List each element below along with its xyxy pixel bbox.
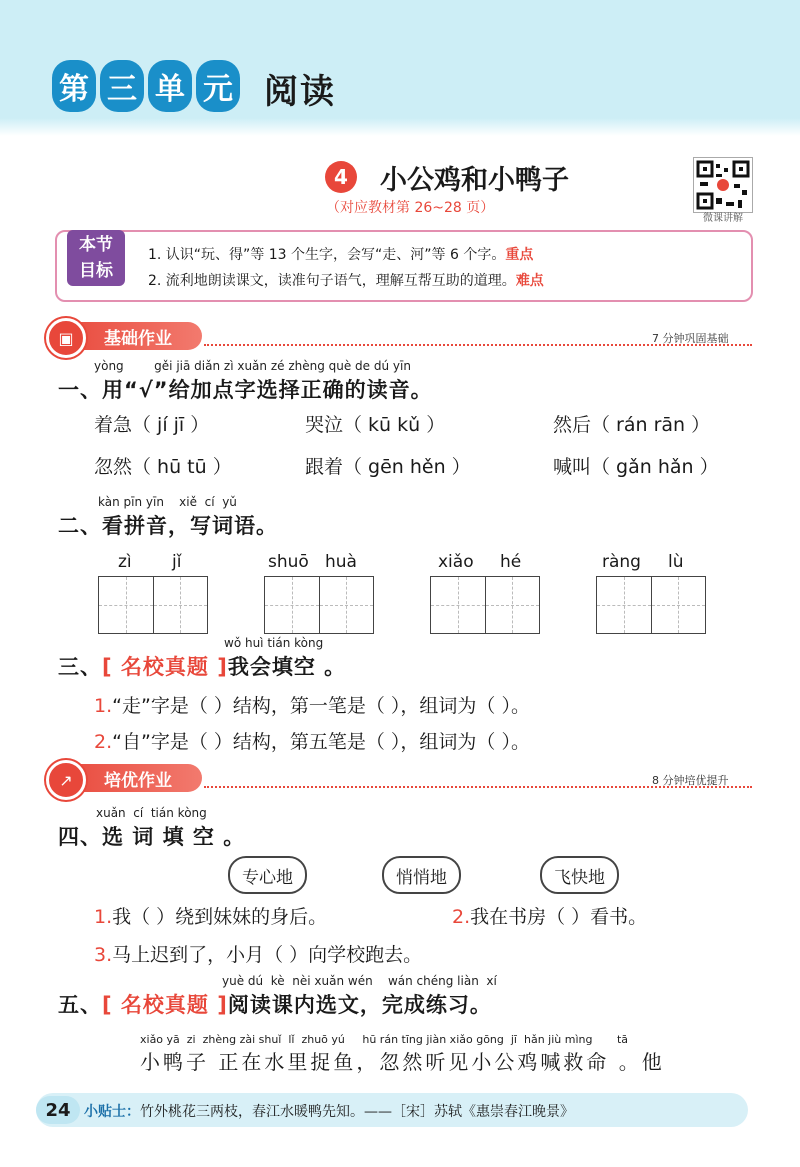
q1-item: 然后（ rán rān ） bbox=[553, 414, 711, 436]
q4-item bbox=[452, 902, 647, 929]
objectives-tag bbox=[67, 230, 125, 286]
item-number: 2. bbox=[452, 906, 471, 928]
grid-pinyin: zì bbox=[118, 552, 132, 572]
q4-pinyin: xuǎn cí tián kòng bbox=[96, 806, 207, 820]
item-number: 3. bbox=[94, 944, 113, 966]
page-number: 24 bbox=[36, 1096, 80, 1124]
tip-label: 小贴士： bbox=[84, 1104, 140, 1120]
grid-pinyin: shuō bbox=[268, 552, 309, 572]
q1-item: 着急（ jí jī ） bbox=[94, 414, 210, 436]
q2-title: 二、看拼音，写词语。 bbox=[58, 514, 278, 538]
word-option[interactable]: 飞快地 bbox=[540, 856, 619, 894]
word-option[interactable]: 悄悄地 bbox=[382, 856, 461, 894]
item-text: 我（ ）绕到妹妹的身后。 bbox=[112, 906, 328, 928]
grid-pinyin: lù bbox=[668, 552, 684, 572]
objective-key-label: 重点 bbox=[505, 247, 534, 263]
q2-pinyin: kàn pīn yīn xiě cí yǔ bbox=[98, 495, 237, 509]
q3-item bbox=[94, 727, 530, 754]
lesson-number-badge: 4 bbox=[325, 161, 357, 193]
grid-pinyin: xiǎo bbox=[438, 552, 474, 572]
footer-tip bbox=[84, 1101, 574, 1121]
q1-title: 一、用“√”给加点字选择正确的读音。 bbox=[58, 378, 433, 402]
objective-text: 1. 认识“玩、得”等 13 个生字，会写“走、河”等 6 个字。 bbox=[148, 247, 506, 263]
passage-text: 小鸭子 正在水里捉鱼，忽然听见小公鸡喊救命 。他 bbox=[140, 1050, 665, 1074]
chart-up-icon: ↗ bbox=[46, 760, 86, 800]
lesson-textbook-pages: （对应教材第 26~28 页） bbox=[326, 200, 495, 216]
q1-item: 忽然（ hū tū ） bbox=[94, 456, 232, 478]
grid-pinyin: hé bbox=[500, 552, 522, 572]
writing-grid[interactable] bbox=[430, 576, 540, 634]
banner-fade bbox=[0, 118, 800, 136]
unit-char: 三 bbox=[100, 60, 144, 112]
writing-grid[interactable] bbox=[264, 576, 374, 634]
item-text: 我在书房（ ）看书。 bbox=[470, 906, 648, 928]
grid-pinyin: huà bbox=[325, 552, 357, 572]
unit-topic: 阅读 bbox=[264, 72, 336, 112]
unit-char: 单 bbox=[148, 60, 192, 112]
writing-grid[interactable] bbox=[596, 576, 706, 634]
section-advanced-title: 培优作业 bbox=[104, 770, 172, 791]
famous-school-tag: [ 名校真题 ] bbox=[102, 993, 228, 1017]
q3-prefix: 三、 bbox=[58, 655, 102, 679]
q4-title: 四、选 词 填 空 。 bbox=[58, 825, 246, 849]
q4-item bbox=[94, 902, 327, 929]
q3-pinyin: wǒ huì tián kòng bbox=[224, 636, 324, 650]
writing-grid[interactable] bbox=[98, 576, 208, 634]
section-advanced-time: 8 分钟培优提升 bbox=[652, 774, 729, 787]
q1-item: 喊叫（ gǎn hǎn ） bbox=[553, 456, 719, 478]
objectives-box bbox=[55, 230, 753, 302]
objective-text: 2. 流利地朗读课文，读准句子语气，理解互帮互助的道理。 bbox=[148, 273, 516, 289]
q4-item bbox=[94, 940, 422, 967]
q5-title-line bbox=[58, 989, 492, 1019]
cube-icon: ▣ bbox=[46, 318, 86, 358]
section-basic-title: 基础作业 bbox=[104, 328, 172, 349]
q1-item: 哭泣（ kū kǔ ） bbox=[305, 414, 446, 436]
objective-key-label: 难点 bbox=[515, 273, 544, 289]
famous-school-tag: [ 名校真题 ] bbox=[102, 655, 228, 679]
unit-title bbox=[52, 60, 240, 112]
grid-pinyin: ràng bbox=[602, 552, 641, 572]
item-text: 马上迟到了，小月（ ）向学校跑去。 bbox=[112, 944, 423, 966]
qr-code-icon[interactable] bbox=[693, 157, 753, 213]
item-text: “走”字是（ ）结构，第一笔是（ ），组词为（ ）。 bbox=[112, 695, 530, 717]
objectives-tag-line: 目标 bbox=[79, 261, 113, 281]
objectives-tag-line: 本节 bbox=[79, 235, 113, 255]
qr-code-label: 微课讲解 bbox=[703, 213, 743, 224]
item-number: 2. bbox=[94, 731, 113, 753]
q5-title: 阅读课内选文，完成练习。 bbox=[227, 993, 492, 1017]
q5-pinyin: yuè dú kè nèi xuǎn wén wán chéng liàn xí bbox=[222, 974, 497, 988]
q1-pinyin: yòng gěi jiā diǎn zì xuǎn zé zhèng què de dú yīn bbox=[94, 359, 411, 373]
grid-pinyin: jǐ bbox=[172, 552, 182, 572]
q3-item bbox=[94, 691, 530, 718]
section-basic-time: 7 分钟巩固基础 bbox=[652, 332, 729, 345]
objective-item bbox=[148, 244, 533, 264]
q5-prefix: 五、 bbox=[58, 993, 102, 1017]
unit-char: 元 bbox=[196, 60, 240, 112]
item-number: 1. bbox=[94, 906, 113, 928]
item-number: 1. bbox=[94, 695, 113, 717]
q3-title: 我会填空 。 bbox=[227, 655, 347, 679]
lesson-title: 小公鸡和小鸭子 bbox=[380, 165, 569, 196]
word-option[interactable]: 专心地 bbox=[228, 856, 307, 894]
q1-item: 跟着（ gēn hěn ） bbox=[305, 456, 471, 478]
q3-title-line bbox=[58, 651, 346, 681]
item-text: “自”字是（ ）结构，第五笔是（ ），组词为（ ）。 bbox=[112, 731, 530, 753]
passage-pinyin: xiǎo yā zi zhèng zài shuǐ lǐ zhuō yú hū rán tīng jiàn xiǎo gōng jī hǎn jiù mìng tā bbox=[140, 1033, 628, 1046]
unit-char: 第 bbox=[52, 60, 96, 112]
tip-text: 竹外桃花三两枝，春江水暖鸭先知。——［宋］苏轼《惠崇春江晚景》 bbox=[140, 1104, 574, 1120]
objective-item bbox=[148, 270, 544, 290]
